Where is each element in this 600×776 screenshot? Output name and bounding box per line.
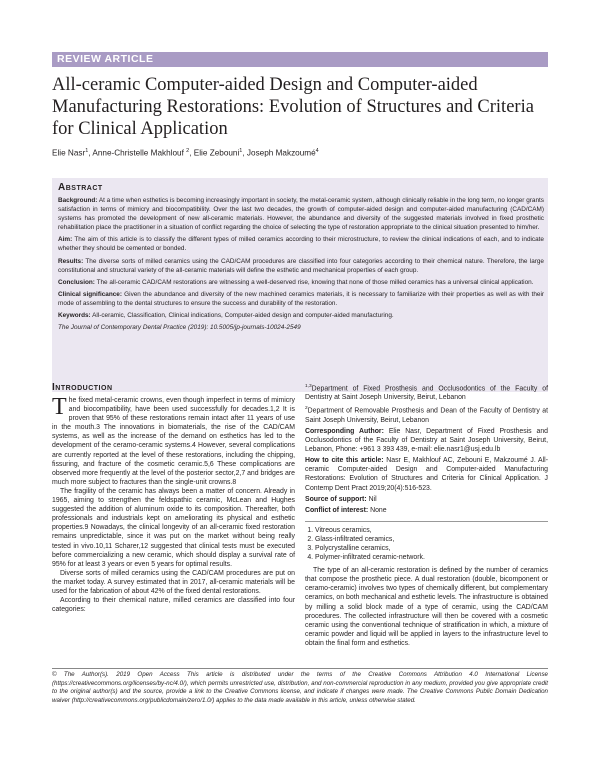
- article-info-box: [305, 382, 548, 522]
- abstract-clinical-significance: Clinical significance: Given the abundance and diversity of the new machined ceramics materials, it is necessary to familiarize with their properties as well as with their mode of assembling to the dental structures to ensure the success and durability of the restoration.: [58, 290, 545, 307]
- abstract-keywords: Keywords: All-ceramic, Classification, Clinical indications, Computer-aided design and computer-aided manufacturing.: [58, 312, 394, 320]
- list-item: 1. Vitreous ceramics,: [315, 526, 548, 535]
- list-item: 2. Glass-infiltrated ceramics,: [315, 535, 548, 544]
- list-item: 3. Polycrystalline ceramics,: [315, 544, 548, 553]
- corresponding-author: Corresponding Author: Elie Nasr, Department of Fixed Prosthesis and Occlusodontics of the Faculty of Dentistry at Saint Joseph University, Beirut, Lebanon, Phone: +961 3 393 439, e-mail: elie.nasr1@usj.edu.lb: [305, 427, 549, 454]
- author-name: Elie Nasr: [52, 148, 86, 158]
- abstract-heading: Abstract: [58, 182, 103, 193]
- article-type-banner: [52, 52, 548, 67]
- abstract-aim: Aim: The aim of this article is to classify the different types of milled ceramics according to their microstructure, to review the clinical indications of each, and to indicate whether they should be cemented or bonded.: [58, 236, 544, 253]
- author-name: Anne-Christelle Makhlouf: [92, 148, 184, 158]
- abstract-results: Results: The diverse sorts of milled ceramics using the CAD/CAM procedures are classified into four categories according to their chemical nature. Therefore, the large constitutional and structural variety of the all-ceramic materials will define the esthetic and mechanical properties of each group.: [58, 257, 544, 274]
- abstract-body: [58, 196, 544, 335]
- article-type-label: REVIEW ARTICLE: [57, 53, 154, 65]
- intro-paragraph: Diverse sorts of milled ceramics using the CAD/CAM procedures are put on the market today. A survey estimated that in 2017, all-ceramic materials will be used for the fabrication of about 42% of the fixed dental restorations.: [52, 569, 295, 595]
- drop-cap: T: [52, 394, 67, 420]
- abstract-background: Background: At a time when esthetics is becoming increasingly important in society, the metal-ceramic system, although clinically reliable in the long term, no longer grants satisfaction in terms of mimicry and biocompatibility. Over the last two decades, the growth of computer-aided design and computer-aided manufacturing (CAD/CAM) systems has promoted the development of new all-ceramic materials. However, the abundance and diversity of the suggested materials involved in fixed prosthetic rehabilitation place the practitioner in a situation of conflict regarding the choice of selecting the type of restoration appropriate to the clinical situation presented to him/her.: [58, 197, 544, 232]
- footer-divider: [52, 668, 548, 669]
- intro-paragraph: According to their chemical nature, milled ceramics are classified into four categories:: [52, 597, 295, 614]
- intro-paragraph: The fixed metal-ceramic crowns, even though imperfect in terms of mimicry and biocompatibility, have been used successfully for decades.1,2 It is proven that 95% of these restorations remain intact after 11 years of use in the mouth.3 The innovations in biomaterials, the rise of the CAD/CAM systems, as well as the increase of the demand on esthetics has led to the development of the ceramo-ceramic systems.4 However, several complications are currently reported at the level of these restorations, including the chipping, fissuring, and fracture of the cosmetic ceramic.5,6 These complications are observed more frequently at the level of the posterior sector,2,7 and bridges are much more subject to fractures than the single-unit crowns.8: [52, 394, 295, 486]
- list-item: 4. Polymer-infiltrated ceramic-network.: [315, 553, 548, 562]
- left-column: [52, 396, 295, 614]
- introduction-heading: Introduction: [52, 382, 113, 393]
- affiliation: $^{1,3}$Department of Fixed Prosthesis and Occlusodontics of the Faculty of Dentistry at Saint Joseph University, Beirut, Lebanon: [305, 384, 548, 402]
- author-name: Elie Zebouni: [193, 148, 240, 158]
- abstract-conclusion: Conclusion: The all-ceramic CAD/CAM restorations are witnessing a well-deserved rise, knowing that none of those milled ceramics has a universal clinical application.: [58, 278, 534, 286]
- intro-paragraph: The fragility of the ceramic has always been a matter of concern. Already in 1965, aiming to strengthen the feldspathic ceramic, McLean and Hughes suggested the addition of aluminum oxide to its composition. Thereafter, both professionals and industrials kept on ameliorating its physical and esthetic properties.9 Nowadays, the clinical longevity of an all-ceramic fixed restoration remains unpredictable, since it was put on the market without being really tested in vivo.10,11 Scharer,12 suggested that clinical tests must be executed before commercializing a new ceramic, which should display a survival rate of 95% for at least 3 years or even 5 years for optimal results.: [52, 487, 295, 568]
- source-of-support: Source of support: Nil: [305, 495, 377, 503]
- conflict-of-interest: Conflict of interest: None: [305, 506, 387, 514]
- license-footer: © The Author(s). 2019 Open Access This article is distributed under the terms of the Creative Commons Attribution 4.0 International License (https://creativecommons.org/licenses/by-nc/4.0/), which permits unrestricted use, distribution, and non-commercial reproduction in any medium, provided you give appropriate credit to the original author(s) and the source, provide a link to the Creative Commons license, and indicate if changes were made. The Creative Commons Public Domain Dedication waiver (http://creativecommons.org/publicdomain/zero/1.0/) applies to the data made available in this article, unless otherwise stated.: [52, 671, 548, 704]
- author-list: Elie Nasr$^1$, Anne-Christelle Makhlouf $^2$, Elie Zebouni$^1$, Joseph Makzoumé$^4$: [52, 148, 319, 158]
- journal-citation: The Journal of Contemporary Dental Practice (2019): 10.5005/jp-journals-10024-2549: [58, 324, 301, 332]
- right-column: [305, 382, 548, 650]
- author-name: Joseph Makzoumé: [246, 148, 316, 158]
- affiliation: $^2$Department of Removable Prosthesis and Dean of the Faculty of Dentistry at Saint Joseph University, Beirut, Lebanon: [305, 406, 548, 424]
- body-paragraph: The type of an all-ceramic restoration is defined by the number of ceramics that compose the prosthetic piece. A dual restoration (double, bicomponent or ceramo-ceramic) involves two types of chemically different, but complementary ceramics, on both mechanical and esthetic levels. The infrastructure is obtained by milling a solid block made of a type of ceramic, using the CAD/CAM procedures. The collected infrastructure will then be covered with a cosmetic ceramic using the conventional technique of stratification in which, a mixture of ceramic powder and liquid will be applied in layers to the infrastructure level to obtain the final form and esthetics.: [305, 567, 548, 647]
- ceramic-categories-list: [305, 526, 548, 562]
- how-to-cite: How to cite this article: Nasr E, Makhlouf AC, Zebouni E, Makzoumé J. All-ceramic Computer-aided Design and Computer-aided Manufacturing Restorations: Evolution of Structures and Criteria for Clinical Application. J Contemp Dent Pract 2019;20(4):516-523.: [305, 457, 548, 492]
- article-title: All-ceramic Computer-aided Design and Computer-aided Manufacturing Restorations: Evolution of Structures and Criteria for Clinical Application: [52, 75, 534, 139]
